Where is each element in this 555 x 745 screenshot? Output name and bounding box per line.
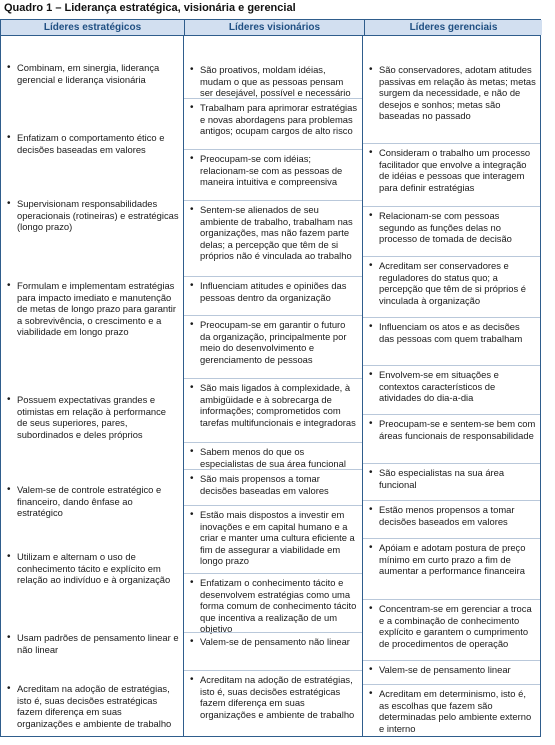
list-item: • Supervisionam responsabilidades operacionais (rotineiras) e estratégicas (longo prazo) xyxy=(1,198,183,233)
list-item: • Combinam, em sinergia, liderança gerencial e liderança visionária xyxy=(1,62,183,85)
list-item: • Valem-se de pensamento linear xyxy=(363,660,540,676)
list-item: • São especialistas na sua área funcional xyxy=(363,463,540,490)
column-visionarios xyxy=(184,36,363,736)
list-item: • Preocupam-se e sentem-se bem com áreas funcionais de responsabilidade xyxy=(363,414,540,441)
list-item: • Usam padrões de pensamento linear e não linear xyxy=(1,632,183,655)
list-item: • Sentem-se alienados de seu ambiente de trabalho, trabalham nas organizações, mas não fazem parte delas; a percepção que têm de si próprios não é vinculada ao trabalho xyxy=(184,200,362,262)
list-item: • Influenciam atitudes e opiniões das pessoas dentro da organização xyxy=(184,276,362,303)
list-item: • Enfatizam o comportamento ético e decisões baseadas em valores xyxy=(1,132,183,155)
list-item: • Influenciam os atos e as decisões das pessoas com quem trabalham xyxy=(363,317,540,344)
list-item: • Estão mais dispostos a investir em inovações e em capital humano e a criar e manter uma cultura eficiente a fim de assegurar a viabilidade em longo prazo xyxy=(184,505,362,567)
list-item: • Possuem expectativas grandes e otimistas em relação à performance de seus superiores, pares, subordinados e deles próprios xyxy=(1,394,183,440)
list-item: • Concentram-se em gerenciar a troca e a combinação de conhecimento explícito e garantem o cumprimento de procedimentos de operação xyxy=(363,599,540,649)
list-item: • São mais propensos a tomar decisões baseadas em valores xyxy=(184,469,362,496)
header-visionarios: Líderes visionários xyxy=(185,20,365,35)
list-item: • Acreditam na adoção de estratégias, isto é, suas decisões estratégicas fazem diferença em suas organizações e ambiente de trabalho xyxy=(184,670,362,720)
list-item: • Preocupam-se com idéias; relacionam-se com as pessoas de maneira intuitiva e compreensiva xyxy=(184,149,362,188)
list-item: • Acreditam na adoção de estratégias, isto é, suas decisões estratégicas fazem diferença em suas organizações e ambiente de trabalho xyxy=(1,683,183,729)
header-estrategicos: Líderes estratégicos xyxy=(1,20,185,35)
list-item: • Valem-se de pensamento não linear xyxy=(184,632,362,648)
header-gerenciais: Líderes gerenciais xyxy=(365,20,542,35)
list-item: • Trabalham para aprimorar estratégias e novas abordagens para problemas antigos; ocupam cargos de alto risco xyxy=(184,98,362,137)
column-gerenciais xyxy=(363,36,540,736)
column-estrategicos xyxy=(1,36,184,736)
list-item: • Acreditam ser conservadores e reguladores do status quo; a percepção que têm de si próprios é vinculada à organização xyxy=(363,256,540,306)
table-title: Quadro 1 – Liderança estratégica, visionária e gerencial xyxy=(4,2,296,14)
list-item: • Envolvem-se em situações e contextos característicos de atividades do dia-a-dia xyxy=(363,365,540,404)
list-item: • Consideram o trabalho um processo facilitador que envolve a integração de idéias e pessoas que interagem para definir estratégias xyxy=(363,143,540,193)
list-item: • São mais ligados à complexidade, à ambigüidade e à sobrecarga de informações; comprometidos com tarefas multifuncionais e integradoras xyxy=(184,378,362,428)
list-item: • Apóiam e adotam postura de preço mínimo em curto prazo a fim de aumentar a performance financeira xyxy=(363,538,540,577)
list-item: • Relacionam-se com pessoas segundo as funções delas no processo de tomada de decisão xyxy=(363,206,540,245)
list-item: • Enfatizam o conhecimento tácito e desenvolvem estratégias como uma forma comum de conhecimento tácito que incentiva a realização de um objetivo xyxy=(184,573,362,635)
list-item: • Formulam e implementam estratégias para impacto imediato e manutenção de metas de longo prazo para garantir a sobrevivência, o crescimento e a viabilidade em longo prazo xyxy=(1,280,183,338)
list-item: • Valem-se de controle estratégico e financeiro, dando ênfase ao estratégico xyxy=(1,484,183,519)
list-item: • São proativos, moldam idéias, mudam o que as pessoas pensam ser desejável, possível e necessário xyxy=(184,64,362,99)
list-item: • Estão menos propensos a tomar decisões baseados em valores xyxy=(363,500,540,527)
list-item: • São conservadores, adotam atitudes passivas em relação às metas; metas surgem da necessidade, e não de desejos e sonhos; metas são baseadas no passado xyxy=(363,64,540,122)
comparison-table xyxy=(0,19,541,737)
list-item: • Preocupam-se em garantir o futuro da organização, principalmente por meio do desenvolvimento e gerenciamento de pessoas xyxy=(184,315,362,365)
list-item: • Acreditam em determinismo, isto é, as escolhas que fazem são determinadas pelo ambiente externo e interno xyxy=(363,684,540,734)
list-item: • Utilizam e alternam o uso de conhecimento tácito e explícito em relação ao indivíduo e à organização xyxy=(1,551,183,586)
table-header xyxy=(1,20,540,36)
list-item: • Sabem menos do que os especialistas de sua área funcional xyxy=(184,442,362,469)
